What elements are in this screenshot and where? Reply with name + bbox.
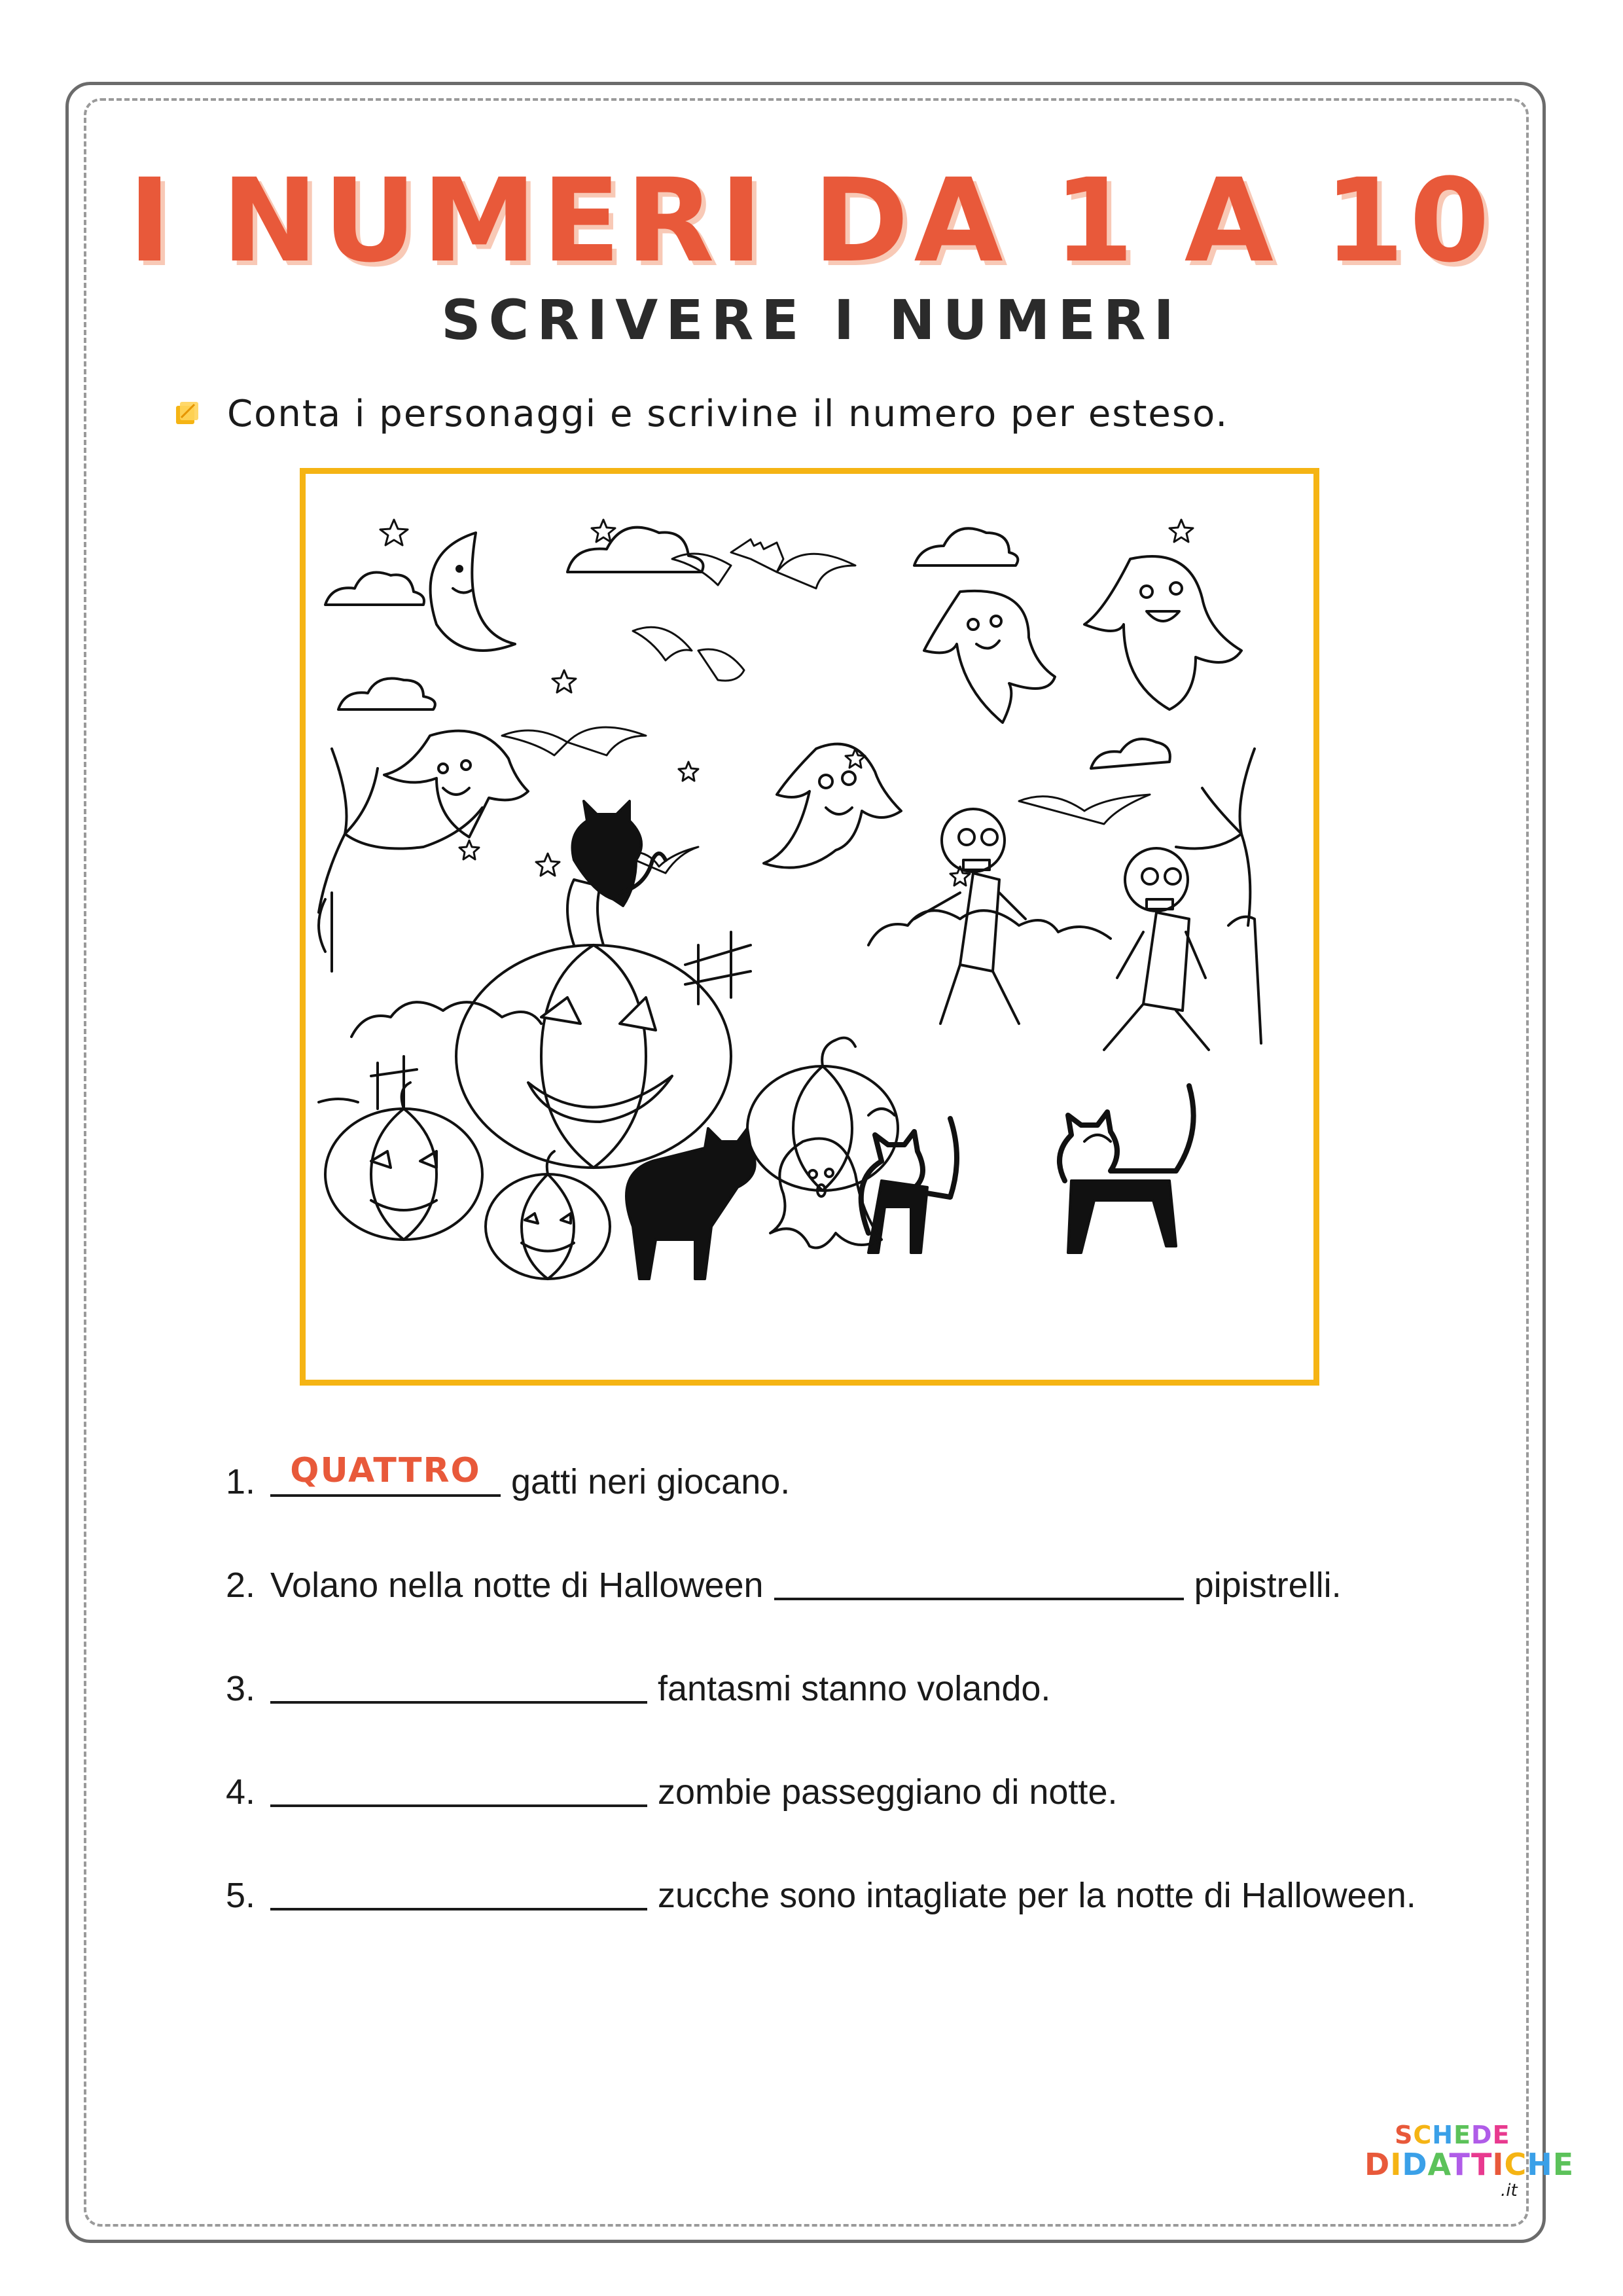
question-number: 2. — [226, 1566, 256, 1605]
answer-field-4[interactable] — [270, 1768, 647, 1807]
answer-field-1[interactable] — [270, 1451, 501, 1497]
pencil-square-icon — [173, 401, 200, 427]
question-suffix: zucche sono intagliate per la notte di Halloween. — [658, 1876, 1416, 1915]
question-number: 1. — [226, 1462, 256, 1501]
question-5 — [226, 1863, 1416, 1916]
question-number: 3. — [226, 1669, 256, 1708]
answer-field-2[interactable] — [774, 1561, 1184, 1600]
answer-field-5[interactable] — [270, 1871, 647, 1910]
answer-field-3[interactable] — [270, 1664, 647, 1704]
question-number: 5. — [226, 1876, 256, 1915]
schede-didattiche-logo — [1364, 2121, 1575, 2206]
page-subtitle: SCRIVERE I NUMERI — [441, 288, 1182, 352]
question-prefix: Volano nella notte di Halloween — [270, 1566, 764, 1605]
question-1 — [226, 1450, 790, 1502]
logo-suffix: .it — [1501, 2181, 1518, 2200]
question-suffix: gatti neri giocano. — [511, 1462, 791, 1501]
question-suffix: fantasmi stanno volando. — [658, 1669, 1051, 1708]
question-3 — [226, 1657, 1050, 1709]
logo-line2: DIDATTICHE — [1364, 2147, 1575, 2182]
question-2 — [226, 1553, 1342, 1605]
instruction-row — [173, 387, 1228, 440]
instruction-text: Conta i personaggi e scrivine il numero per esteso. — [227, 392, 1229, 435]
page-title: I NUMERI DA 1 A 10 — [128, 154, 1495, 288]
halloween-scene-illustration — [300, 468, 1319, 1386]
logo-line1: SCHEDE — [1395, 2121, 1510, 2149]
answer-text: QUATTRO — [290, 1451, 481, 1490]
question-suffix: pipistrelli. — [1194, 1566, 1342, 1605]
question-number: 4. — [226, 1772, 256, 1812]
question-4 — [226, 1760, 1117, 1812]
question-suffix: zombie passeggiano di notte. — [658, 1772, 1118, 1812]
